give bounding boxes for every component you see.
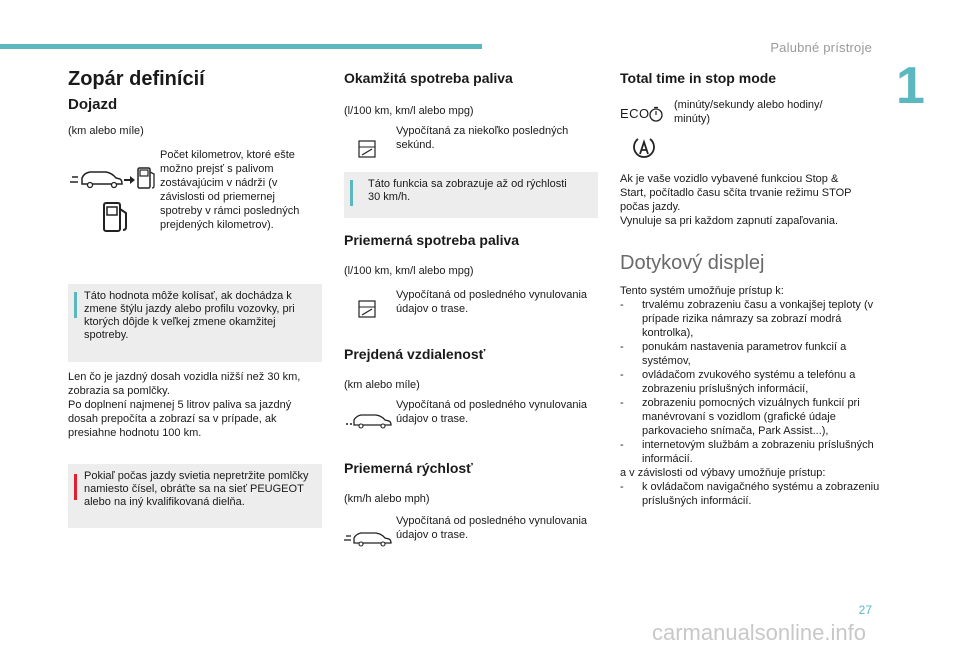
list-item: - trvalému zobrazeniu času a vonkajšej teploty (v prípade rizika námrazy sa zobrazí modrá kontrolka), (620, 298, 882, 340)
okamzita-units: (l/100 km, km/l alebo mpg) (344, 105, 474, 117)
watermark: carmanualsonline.info (651, 620, 866, 645)
info-icon (74, 292, 77, 318)
page-title: Zopár definícií (68, 68, 205, 90)
header-accent-bar (0, 44, 482, 49)
list-item: - zobrazeniu pomocných vizuálnych funkcií pri manévrovaní s vozidlom (grafické údaje parkovacieho snímača, Park Assist...), (620, 396, 882, 438)
stop-paragraph-2: Vynuluje sa pri každom zapnutí zapaľovania. (620, 215, 839, 227)
rychlost-description: Vypočítaná od posledného vynulovania údajov o trase. (396, 515, 588, 541)
info-note-2 (344, 172, 598, 218)
chapter-number: 1 (896, 57, 925, 115)
priemerna-units: (l/100 km, km/l alebo mpg) (344, 265, 474, 277)
section-title-vzdialenost: Prejdená vzdialenosť (344, 346, 486, 362)
info-note-2-text: Táto funkcia sa zobrazuje až od rýchlosti 30 km/h. (368, 178, 567, 203)
list-item: - internetovým službám a zobrazeniu príslušných informácií. (620, 438, 882, 466)
list-item: - k ovládačom navigačného systému a zobrazeniu príslušných informácií. (620, 480, 882, 508)
warning-note (68, 464, 322, 528)
fuel-gauge-icon (358, 140, 376, 158)
timer-icon (648, 106, 664, 122)
display-outro: a v závislosti od výbavy umožňuje prístup: (620, 467, 826, 479)
fuel-pump-icon (100, 200, 134, 234)
info-note-text: Táto hodnota môže kolísať, ak dochádza k zmene štýlu jazdy alebo profilu vozovky, pri ktorých dôjde k veľkej zmene okamžitej spotreby. (84, 290, 295, 341)
display-intro: Tento systém umožňuje prístup k: (620, 285, 784, 297)
vzdialenost-units: (km alebo míle) (344, 379, 420, 391)
section-title-dojazd: Dojazd (68, 96, 118, 113)
stop-units: (minúty/sekundy alebo hodiny/ minúty) (674, 99, 823, 125)
info-note-1 (68, 284, 322, 362)
vzdialenost-description: Vypočítaná od posledného vynulovania údajov o trase. (396, 399, 588, 425)
eco-label: ECO (620, 106, 650, 121)
running-header: Palubné prístroje (770, 40, 872, 55)
stop-start-icon (630, 134, 658, 162)
fuel-gauge-icon (358, 300, 376, 318)
warning-icon (74, 474, 77, 500)
warning-note-text: Pokiaľ počas jazdy svietia nepretržite pomlčky namiesto čísel, obráťte sa na sieť PEUGEOT alebo na iný kvalifikovaná dielňa. (84, 470, 309, 508)
display-content (620, 284, 882, 508)
section-title-display: Dotykový displej (620, 252, 765, 274)
page-number: 27 (858, 603, 872, 617)
dojazd-description: Počet kilometrov, ktoré ešte možno prejsť s palivom zostávajúcim v nádrži (v závislosti od priemernej spotreby v rámci posledných prejdených kilometrov). (160, 149, 300, 231)
display-list (620, 298, 882, 466)
list-item: - ovládačom zvukového systému a telefónu a zobrazeniu príslušných informácií, (620, 368, 882, 396)
dojazd-paragraph-2: Po doplnení najmenej 5 litrov paliva sa jazdný dosah prepočíta a zobrazí sa v prípade, ak presiahne hodnotu 100 km. (68, 399, 292, 439)
rychlost-units: (km/h alebo mph) (344, 493, 430, 505)
list-item: - ponukám nastavenia parametrov funkcií a systémov, (620, 340, 882, 368)
dojazd-paragraph-1: Len čo je jazdný dosah vozidla nižší než 30 km, zobrazia sa pomlčky. (68, 371, 301, 397)
section-title-rychlost: Priemerná rýchlosť (344, 460, 473, 476)
car-distance-icon (344, 410, 392, 430)
display-list-2 (620, 480, 882, 508)
okamzita-description: Vypočítaná za niekoľko posledných sekúnd. (396, 125, 569, 151)
car-range-icon (70, 164, 160, 194)
car-speed-icon (344, 528, 392, 548)
section-title-priemerna: Priemerná spotreba paliva (344, 232, 520, 248)
section-title-okamzita: Okamžitá spotreba paliva (344, 70, 513, 86)
section-title-stop-mode: Total time in stop mode (620, 70, 777, 86)
info-icon (350, 180, 353, 206)
priemerna-description: Vypočítaná od posledného vynulovania údajov o trase. (396, 289, 588, 315)
dojazd-units: (km alebo míle) (68, 125, 144, 137)
stop-paragraph-1: Ak je vaše vozidlo vybavené funkciou Stop & Start, počítadlo času sčíta trvanie režimu STOP počas jazdy. (620, 173, 852, 213)
